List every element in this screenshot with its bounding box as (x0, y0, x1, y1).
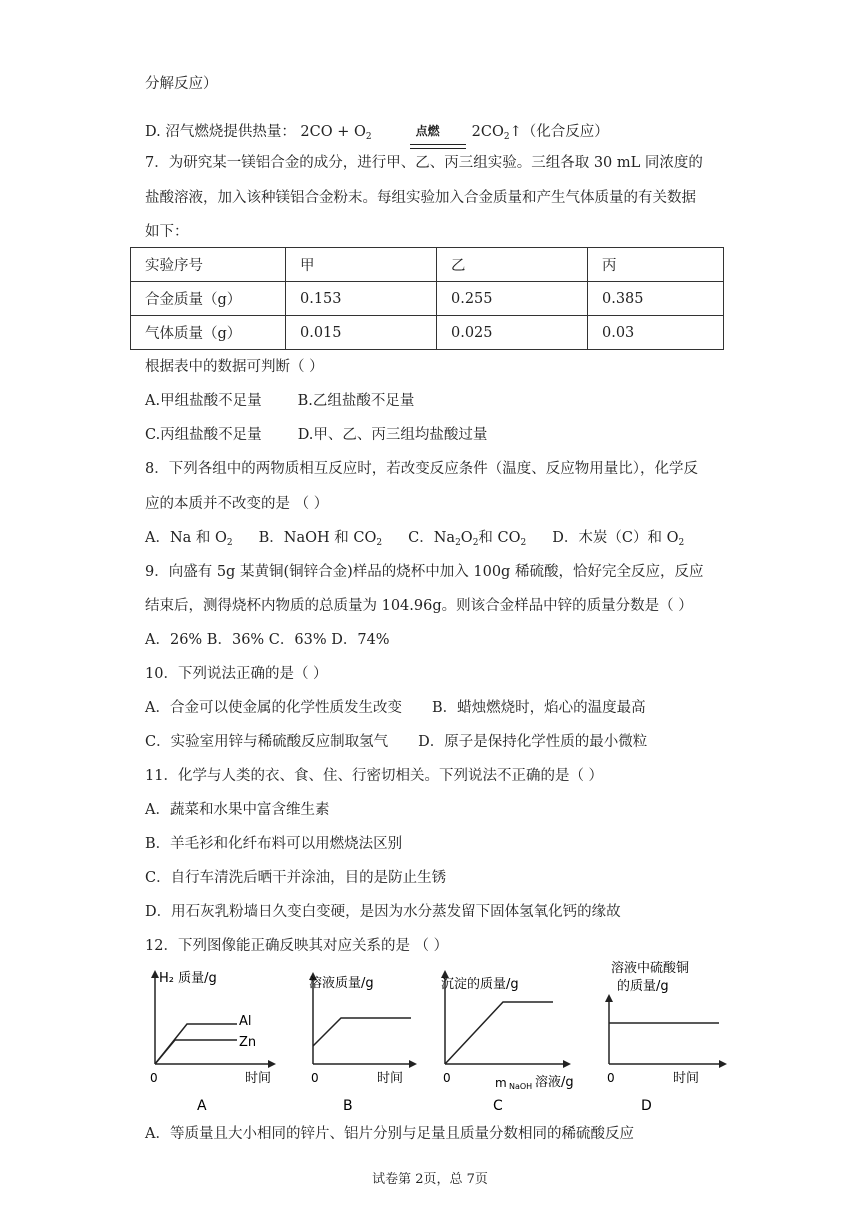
question-12-option-a: A．等质量且大小相同的锌片、铝片分别与足量且质量分数相同的稀硫酸反应 (145, 1126, 634, 1142)
table-cell: 甲 (286, 248, 437, 282)
question-10-options-cd (145, 732, 647, 752)
x-axis-arrow (268, 1060, 276, 1068)
question-10-stem: 10．下列说法正确的是（ ） (145, 666, 328, 682)
option-6d: D. 沼气燃烧提供热量： $2CO + O_2$ 点燃 $2CO_2↑$（化合反应） (145, 122, 609, 142)
graph-letter: D (641, 1098, 652, 1114)
table-cell: 0.025 (437, 316, 588, 350)
text-line: 分解反应） (145, 76, 218, 92)
option-a: A.甲组盐酸不足量 (145, 393, 262, 409)
page-footer: 试卷第 2页，总 7页 (372, 1172, 488, 1187)
question-7-line3: 如下： (145, 224, 189, 240)
series-zn-line (155, 1040, 237, 1064)
origin-label: 0 (443, 1071, 451, 1085)
question-7-stem: 根据表中的数据可判断（ ） (145, 359, 324, 375)
origin-label: 0 (607, 1071, 615, 1085)
x-axis-label: 溶液/g (535, 1075, 574, 1090)
option-c: C．$Na_2O_2$和 $CO_2$ (408, 530, 527, 548)
graph-letter: C (493, 1098, 503, 1114)
data-table (130, 247, 724, 350)
origin-label: 0 (150, 1071, 158, 1085)
question-7-line1: 7．为研究某一镁铝合金的成分，进行甲、乙、丙三组实验。三组各取 30 mL 同浓度的 (145, 155, 703, 171)
x-axis-label: 时间 (245, 1071, 272, 1086)
option-d: D.甲、乙、丙三组均盐酸过量 (297, 427, 488, 443)
question-10-options-ab (145, 698, 646, 718)
series-al-line (155, 1024, 237, 1064)
y-axis-label: 溶液质量/g (309, 976, 374, 991)
table-cell: 0.153 (286, 282, 437, 316)
option-d: D．用石灰乳粉墙日久变白变硬，是因为水分蒸发留下固体氢氧化钙的缘故 (145, 904, 621, 920)
question-7-options-ab (145, 391, 414, 411)
origin-label: 0 (311, 1071, 319, 1085)
question-12-stem: 12．下列图像能正确反映其对应关系的是 （ ） (145, 938, 449, 954)
y-axis-label-line2: 的质量/g (617, 979, 669, 994)
question-7-line2: 盐酸溶液，加入该种镁铝合金粉末。每组实验加入合金质量和产生气体质量的有关数据 (145, 190, 696, 206)
series-label-zn: Zn (239, 1035, 257, 1050)
question-8-line2: 应的本质并不改变的是 （ ） (145, 496, 329, 512)
graph-c (435, 958, 585, 1116)
series-label-al: Al (239, 1014, 252, 1029)
y-axis-arrow (605, 994, 613, 1002)
x-axis-label: 时间 (377, 1071, 404, 1086)
option-c: C.丙组盐酸不足量 (145, 427, 262, 443)
option-b: B．蜡烛燃烧时，焰心的温度最高 (431, 700, 646, 716)
option-c: C．实验室用锌与稀硫酸反应制取氢气 (145, 734, 389, 750)
x-axis-arrow (719, 1060, 727, 1068)
table-cell: 乙 (437, 248, 588, 282)
table-cell: 实验序号 (131, 248, 286, 282)
equation-suffix: ↑（化合反应） (509, 124, 609, 140)
question-8-line1: 8．下列各组中的两物质相互反应时，若改变反应条件（温度、反应物用量比），化学反 (145, 461, 698, 477)
series-line (313, 1018, 411, 1046)
table-cell: 0.255 (437, 282, 588, 316)
option-b: B.乙组盐酸不足量 (297, 393, 415, 409)
equation-prefix: D. 沼气燃烧提供热量： 2CO + O (145, 124, 366, 140)
graph-b (303, 958, 423, 1116)
graph-letter: B (343, 1098, 353, 1114)
table-cell: 丙 (588, 248, 724, 282)
graph-letter: A (197, 1098, 207, 1114)
x-axis-label: 时间 (673, 1071, 700, 1086)
table-cell: 0.015 (286, 316, 437, 350)
question-9-line1: 9．向盛有 5g 某黄铜(铜锌合金)样品的烧杯中加入 100g 稀硫酸，恰好完全反应，反应 (145, 564, 704, 580)
question-7-options-cd (145, 425, 487, 445)
table-cell: 气体质量（g） (131, 316, 286, 350)
graph-a (145, 958, 280, 1116)
table-cell: 0.03 (588, 316, 724, 350)
x-axis-label-sub: NaOH (509, 1082, 533, 1091)
table-row (131, 282, 724, 316)
table-header-row (131, 248, 724, 282)
reaction-condition: 点燃 (415, 124, 440, 138)
option-b: B．羊毛衫和化纤布料可以用燃烧法区别 (145, 836, 403, 852)
option-c: C．自行车清洗后晒干并涂油，目的是防止生锈 (145, 870, 447, 886)
option-a: A．Na 和 $O_2$ (145, 530, 233, 548)
option-d: D．原子是保持化学性质的最小微粒 (418, 734, 648, 750)
question-9-options: A．26% B．36% C．63% D．74% (145, 632, 390, 648)
option-b: B．NaOH 和 $CO_2$ (258, 530, 383, 548)
series-line (445, 1002, 553, 1064)
question-9-line2: 结束后，测得烧杯内物质的总质量为 104.96g。则该合金样品中锌的质量分数是（ ） (145, 598, 693, 614)
y-axis-label: H₂ 质量/g (159, 971, 217, 986)
option-a: A．蔬菜和水果中富含维生素 (145, 802, 330, 818)
equation-product: 2CO (471, 124, 504, 140)
table-cell: 合金质量（g） (131, 282, 286, 316)
question-8-options (145, 528, 684, 548)
table-cell: 0.385 (588, 282, 724, 316)
graph-d (603, 958, 743, 1116)
option-a: A．合金可以使金属的化学性质发生改变 (145, 700, 402, 716)
option-d: D．木炭（C）和 $O_2$ (552, 530, 685, 548)
x-axis-label-m: m (495, 1076, 507, 1090)
y-axis-label: 沉淀的质量/g (441, 977, 519, 992)
question-11-stem: 11．化学与人类的衣、食、住、行密切相关。下列说法不正确的是（ ） (145, 768, 604, 784)
y-axis-arrow (151, 970, 159, 978)
x-axis-arrow (563, 1060, 571, 1068)
y-axis-label-line1: 溶液中硫酸铜 (611, 961, 690, 976)
table-row (131, 316, 724, 350)
x-axis-arrow (409, 1060, 417, 1068)
